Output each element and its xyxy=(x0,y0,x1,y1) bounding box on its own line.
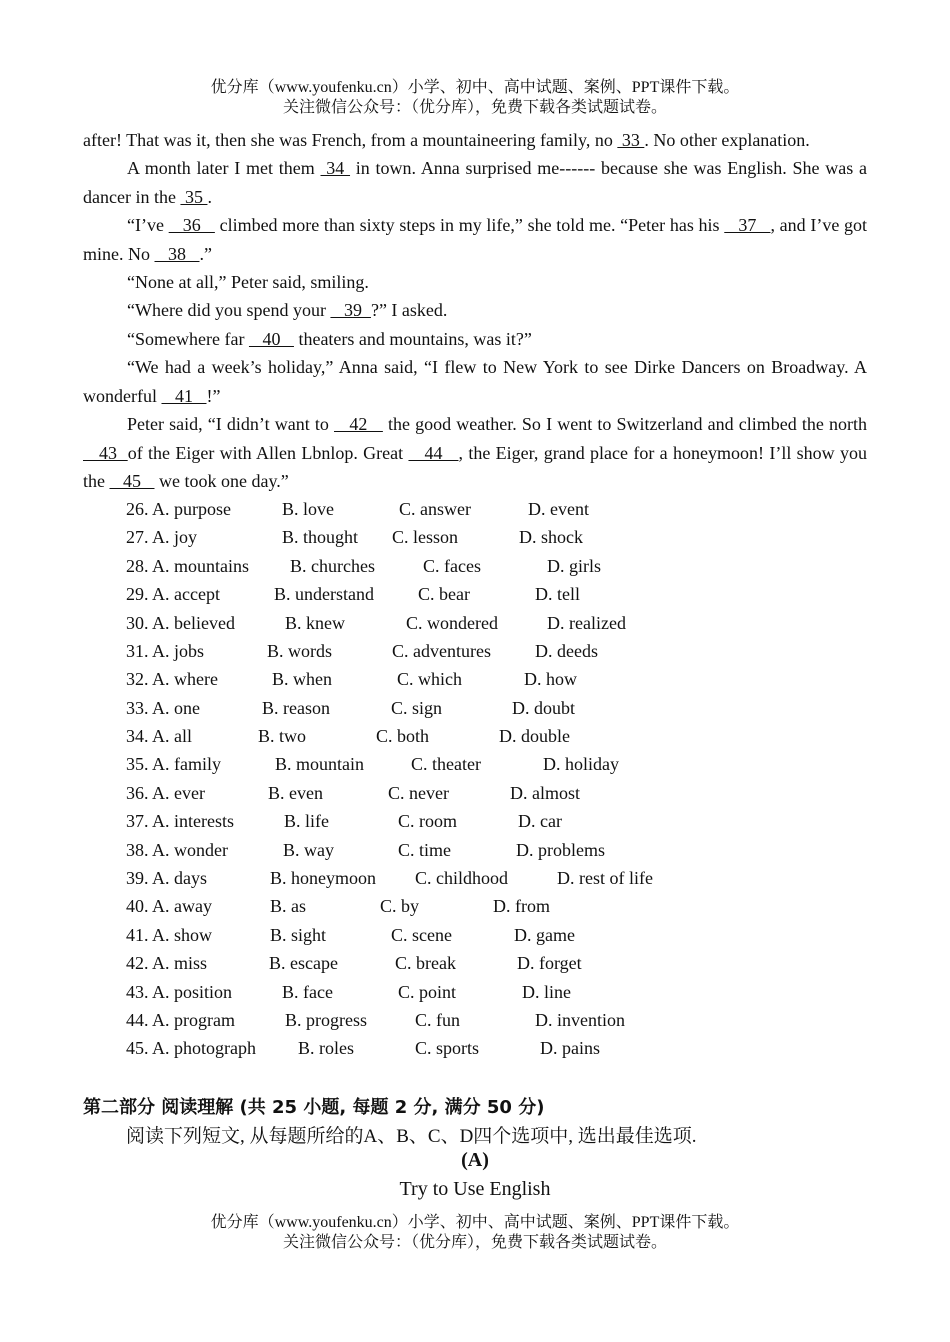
option-b: B. honeymoon xyxy=(270,868,376,888)
option-c: C. by xyxy=(380,896,420,916)
option-a: 40. A. away xyxy=(126,896,212,916)
option-a: 42. A. miss xyxy=(126,953,208,973)
option-b: B. knew xyxy=(285,613,345,633)
option-c: C. break xyxy=(395,953,456,973)
option-c: C. answer xyxy=(399,499,471,519)
option-c: C. both xyxy=(376,726,430,746)
option-b: B. mountain xyxy=(275,754,364,774)
option-d: D. rest of life xyxy=(557,868,653,888)
blank-42: 42 xyxy=(334,414,383,434)
option-c: C. room xyxy=(398,811,458,831)
option-c: C. time xyxy=(398,840,451,860)
option-a: 32. A. where xyxy=(126,669,218,689)
option-d: D. shock xyxy=(519,527,583,547)
option-a: 34. A. all xyxy=(126,726,192,746)
option-d: D. invention xyxy=(535,1010,625,1030)
passage-paragraph-1: after! That was it, then she was French, from a mountaineering family, no 33 . No other explanation. xyxy=(83,130,810,150)
option-a: 41. A. show xyxy=(126,925,213,945)
blank-45: 45 xyxy=(109,471,155,491)
blank-41: 41 xyxy=(161,385,207,406)
passage-paragraph-2: A month later I met them 34 in town. Anna surprised me------ because she was English. She was a dancer in the 35 . xyxy=(83,158,867,207)
blank-44: 44 xyxy=(408,442,459,463)
option-b: B. face xyxy=(282,982,333,1002)
passage-paragraph-7: “We had a week’s holiday,” Anna said, “I flew to New York to see Dirke Dancers on Broadway. A wonderful 41 !” xyxy=(83,357,867,406)
option-b: B. reason xyxy=(262,698,330,718)
option-c: C. sports xyxy=(415,1038,480,1058)
passage-paragraph-3: “I’ve 36 climbed more than sixty steps in my life,” she told me. “Peter has his 37 , and I’ve got mine. No 38 .” xyxy=(83,215,868,264)
option-d: D. holiday xyxy=(543,754,619,774)
option-b: B. two xyxy=(258,726,307,746)
option-c: C. childhood xyxy=(415,868,508,888)
article-title: Try to Use English xyxy=(399,1178,551,1200)
footer-line-1: 优分库（www.youfenku.cn）小学、初中、高中试题、案例、PPT课件下载。 xyxy=(210,1214,740,1231)
option-d: D. line xyxy=(522,982,571,1002)
option-b: B. understand xyxy=(274,584,374,604)
option-c: C. theater xyxy=(411,754,481,774)
option-a: 31. A. jobs xyxy=(126,641,205,661)
option-b: B. sight xyxy=(270,925,327,945)
passage-paragraph-5: “Where did you spend your 39 ?” I asked. xyxy=(127,300,448,320)
option-b: B. thought xyxy=(282,527,359,547)
option-d: D. problems xyxy=(516,840,605,860)
option-a: 36. A. ever xyxy=(126,783,205,803)
option-d: D. forget xyxy=(517,953,582,973)
option-a: 26. A. purpose xyxy=(126,499,231,519)
option-d: D. doubt xyxy=(512,698,575,718)
option-a: 30. A. believed xyxy=(126,613,235,633)
option-b: B. roles xyxy=(298,1038,354,1058)
option-c: C. scene xyxy=(391,925,452,945)
option-c: C. which xyxy=(397,669,462,689)
option-a: 43. A. position xyxy=(126,982,233,1002)
option-a: 33. A. one xyxy=(126,698,200,718)
blank-33: 33 xyxy=(617,130,645,150)
option-b: B. progress xyxy=(285,1010,367,1030)
option-a: 39. A. days xyxy=(126,868,207,888)
option-d: D. pains xyxy=(540,1038,600,1058)
option-a: 38. A. wonder xyxy=(126,840,228,860)
blank-38: 38 xyxy=(154,243,200,264)
blank-35: 35 xyxy=(180,186,208,207)
option-c: C. never xyxy=(388,783,449,803)
section-title: 第二部分 阅读理解 (共 25 小题, 每题 2 分, 满分 50 分) xyxy=(83,1097,545,1118)
option-b: B. when xyxy=(272,669,332,689)
option-c: C. bear xyxy=(418,584,470,604)
header-line-2: 关注微信公众号：（优分库），免费下载各类试题试卷。 xyxy=(282,99,667,116)
option-b: B. words xyxy=(267,641,333,661)
option-c: C. adventures xyxy=(392,641,491,661)
option-a: 27. A. joy xyxy=(126,527,198,547)
option-d: D. girls xyxy=(547,556,601,576)
passage-paragraph-4: “None at all,” Peter said, smiling. xyxy=(127,272,369,292)
blank-43: 43 xyxy=(83,442,128,463)
blank-36: 36 xyxy=(168,215,215,235)
option-d: D. double xyxy=(499,726,570,746)
option-d: D. realized xyxy=(547,613,626,633)
option-d: D. tell xyxy=(535,584,580,604)
option-d: D. car xyxy=(518,811,562,831)
passage-paragraph-6: “Somewhere far 40 theaters and mountains, was it?” xyxy=(127,329,532,349)
section-instruction: 阅读下列短文, 从每题所给的A、B、C、D四个选项中, 选出最佳选项. xyxy=(126,1126,697,1147)
blank-39: 39 xyxy=(330,300,371,320)
header-line-1: 优分库（www.youfenku.cn）小学、初中、高中试题、案例、PPT课件下载。 xyxy=(210,79,740,96)
page-header xyxy=(0,78,950,118)
option-c: C. fun xyxy=(415,1010,460,1030)
option-d: D. deeds xyxy=(535,641,598,661)
footer-line-2: 关注微信公众号：（优分库），免费下载各类试题试卷。 xyxy=(282,1234,667,1251)
option-b: B. churches xyxy=(290,556,375,576)
option-b: B. escape xyxy=(269,953,338,973)
blank-40: 40 xyxy=(248,329,294,349)
blank-37: 37 xyxy=(724,215,771,235)
option-c: C. lesson xyxy=(392,527,459,547)
option-b: B. as xyxy=(270,896,306,916)
option-a: 29. A. accept xyxy=(126,584,220,604)
option-d: D. almost xyxy=(510,783,580,803)
option-c: C. faces xyxy=(423,556,481,576)
option-b: B. life xyxy=(284,811,329,831)
page-footer xyxy=(0,1213,950,1253)
option-c: C. wondered xyxy=(406,613,498,633)
blank-34: 34 xyxy=(320,158,351,178)
option-a: 28. A. mountains xyxy=(126,556,250,576)
option-a: 44. A. program xyxy=(126,1010,235,1030)
passage-paragraph-8: Peter said, “I didn’t want to 42 the good weather. So I went to Switzerland and climbed the north 43 of the Eiger with Allen Lbnlop. Great 44 , the Eiger, grand place for a honeymoon! I’ll show you the 45 we took one day.” xyxy=(83,414,868,491)
option-b: B. way xyxy=(283,840,334,860)
option-c: C. point xyxy=(398,982,457,1002)
option-d: D. from xyxy=(493,896,550,916)
option-d: D. how xyxy=(524,669,577,689)
option-b: B. love xyxy=(282,499,334,519)
option-a: 35. A. family xyxy=(126,754,221,774)
option-d: D. game xyxy=(514,925,575,945)
passage-label: (A) xyxy=(461,1149,489,1171)
option-c: C. sign xyxy=(391,698,443,718)
option-d: D. event xyxy=(528,499,589,519)
option-a: 45. A. photograph xyxy=(126,1038,256,1058)
option-a: 37. A. interests xyxy=(126,811,234,831)
option-b: B. even xyxy=(268,783,323,803)
